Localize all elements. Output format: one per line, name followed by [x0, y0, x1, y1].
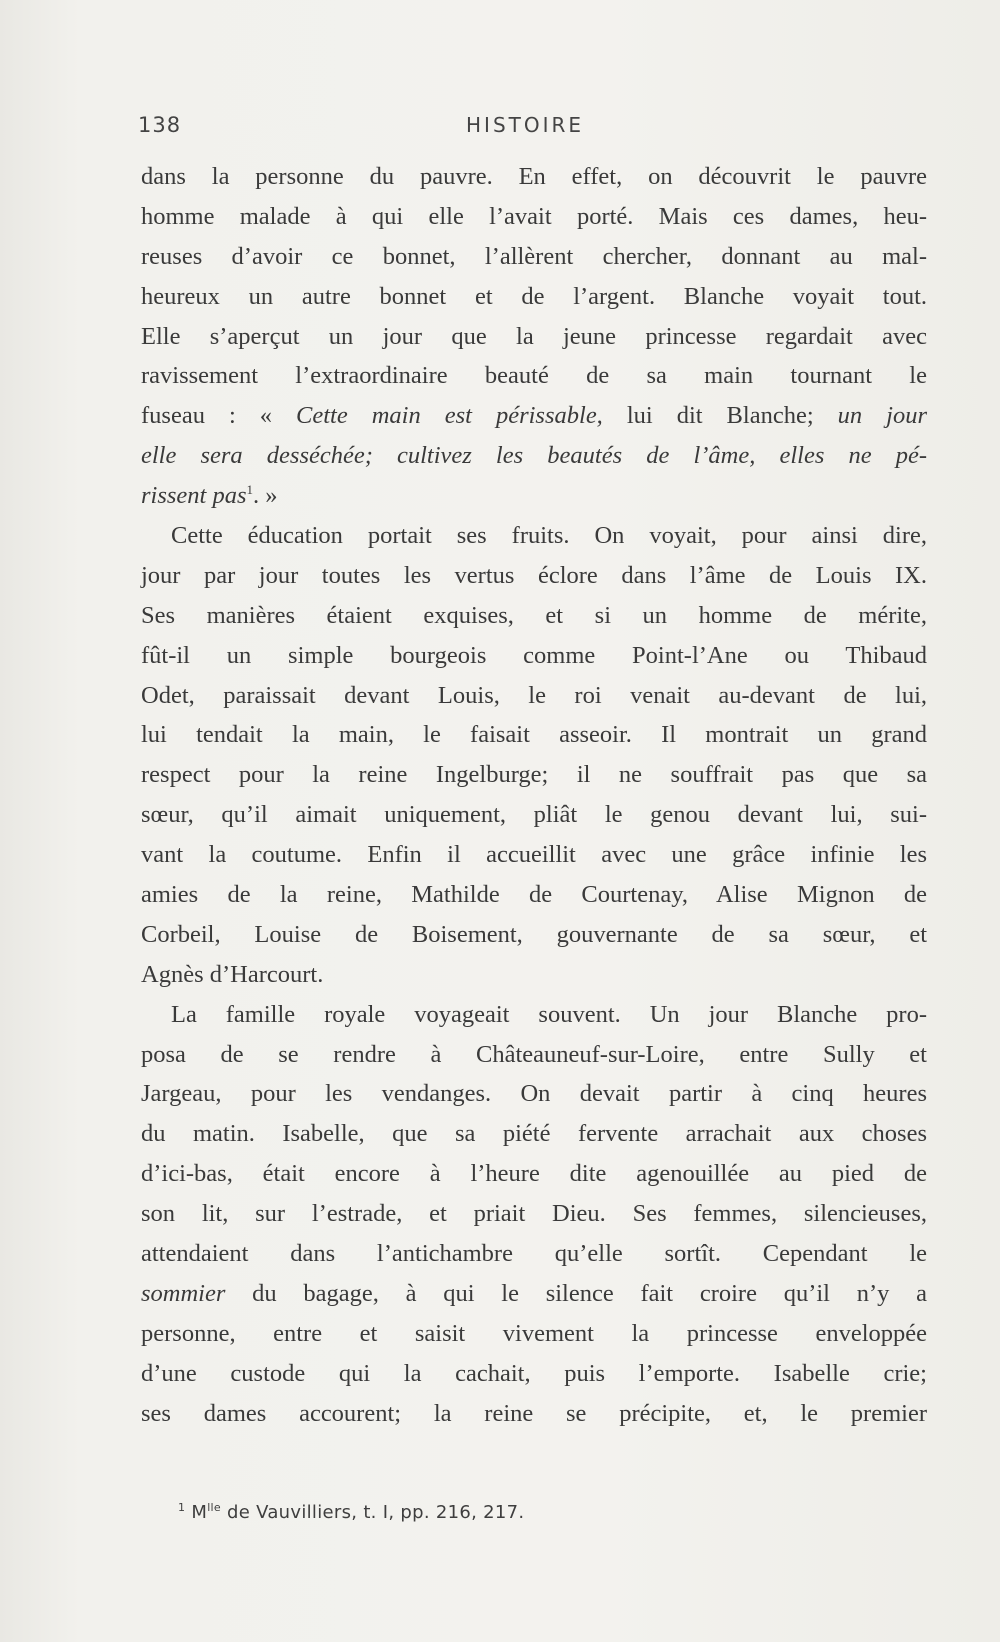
text-line: rissent pas$^1$. »: [141, 481, 278, 510]
text-line: La famille royale voyageait souvent. Un jour Blanche pro-: [171, 1000, 927, 1028]
text-line: jour par jour toutes les vertus éclore dans l’âme de Louis IX.: [141, 561, 927, 589]
text-line: Ses manières étaient exquises, et si un homme de mérite,: [141, 601, 927, 629]
page-header: [138, 113, 928, 147]
footnote-ref: 1: [246, 481, 254, 497]
text-line: heureux un autre bonnet et de l’argent. Blanche voyait tout.: [141, 282, 927, 310]
footnote-marker: 1: [178, 1501, 186, 1514]
text-line: Elle s’aperçut un jour que la jeune princesse regardait avec: [141, 322, 927, 350]
text-line: attendaient dans l’antichambre qu’elle sortît. Cependant le: [141, 1240, 927, 1268]
text-line: dans la personne du pauvre. En effet, on découvrit le pauvre: [141, 163, 927, 190]
text-line: sœur, qu’il aimait uniquement, pliât le genou devant lui, sui-: [141, 801, 927, 829]
text-line: Cette éducation portait ses fruits. On voyait, pour ainsi dire,: [171, 522, 927, 550]
text-line: lui tendait la main, le faisait asseoir. Il montrait un grand: [141, 721, 927, 749]
text-line: son lit, sur l’estrade, et priait Dieu. Ses femmes, silencieuses,: [141, 1200, 927, 1228]
text-line: homme malade à qui elle l’avait porté. Mais ces dames, heu-: [141, 202, 927, 230]
text-line: ravissement l’extraordinaire beauté de sa main tournant le: [141, 362, 927, 390]
text-line: Agnès d’Harcourt.: [141, 960, 324, 988]
text-line: Corbeil, Louise de Boisement, gouvernante de sa sœur, et: [141, 920, 927, 948]
text-line: du matin. Isabelle, que sa piété fervente arrachait aux choses: [141, 1120, 927, 1148]
text-line: respect pour la reine Ingelburge; il ne souffrait pas que sa: [141, 761, 927, 789]
footnote: $^1$ $M^{lle}$ de Vauvilliers, t. I, pp. 216, 217.: [178, 1501, 525, 1523]
text-line: reuses d’avoir ce bonnet, l’allèrent chercher, donnant au mal-: [141, 242, 927, 270]
body-text: [141, 157, 927, 1434]
text-line: fuseau : « Cette main est périssable, lui dit Blanche; un jour: [141, 402, 928, 430]
text-line: elle sera desséchée; cultivez les beautés de l’âme, elles ne pé-: [141, 442, 927, 470]
text-line: vant la coutume. Enfin il accueillit avec une grâce infinie les: [141, 841, 927, 869]
text-line: Jargeau, pour les vendanges. On devait partir à cinq heures: [141, 1080, 927, 1108]
text-line: personne, entre et saisit vivement la princesse enveloppée: [141, 1319, 927, 1347]
text-line: sommier du bagage, à qui le silence fait croire qu’il n’y a: [141, 1279, 927, 1307]
text-line: ses dames accourent; la reine se précipite, et, le premier: [141, 1399, 927, 1427]
running-head: HISTOIRE: [466, 113, 585, 137]
text-line: amies de la reine, Mathilde de Courtenay, Alise Mignon de: [141, 881, 927, 909]
text-line: posa de se rendre à Châteauneuf-sur-Loire, entre Sully et: [141, 1040, 927, 1068]
text-line: d’ici-bas, était encore à l’heure dite agenouillée au pied de: [141, 1160, 927, 1188]
text-line: d’une custode qui la cachait, puis l’emporte. Isabelle crie;: [141, 1359, 927, 1387]
text-line: Odet, paraissait devant Louis, le roi venait au-devant de lui,: [141, 681, 927, 709]
page-number: 138: [138, 113, 182, 137]
text-line: fût-il un simple bourgeois comme Point-l’Ane ou Thibaud: [141, 641, 927, 669]
